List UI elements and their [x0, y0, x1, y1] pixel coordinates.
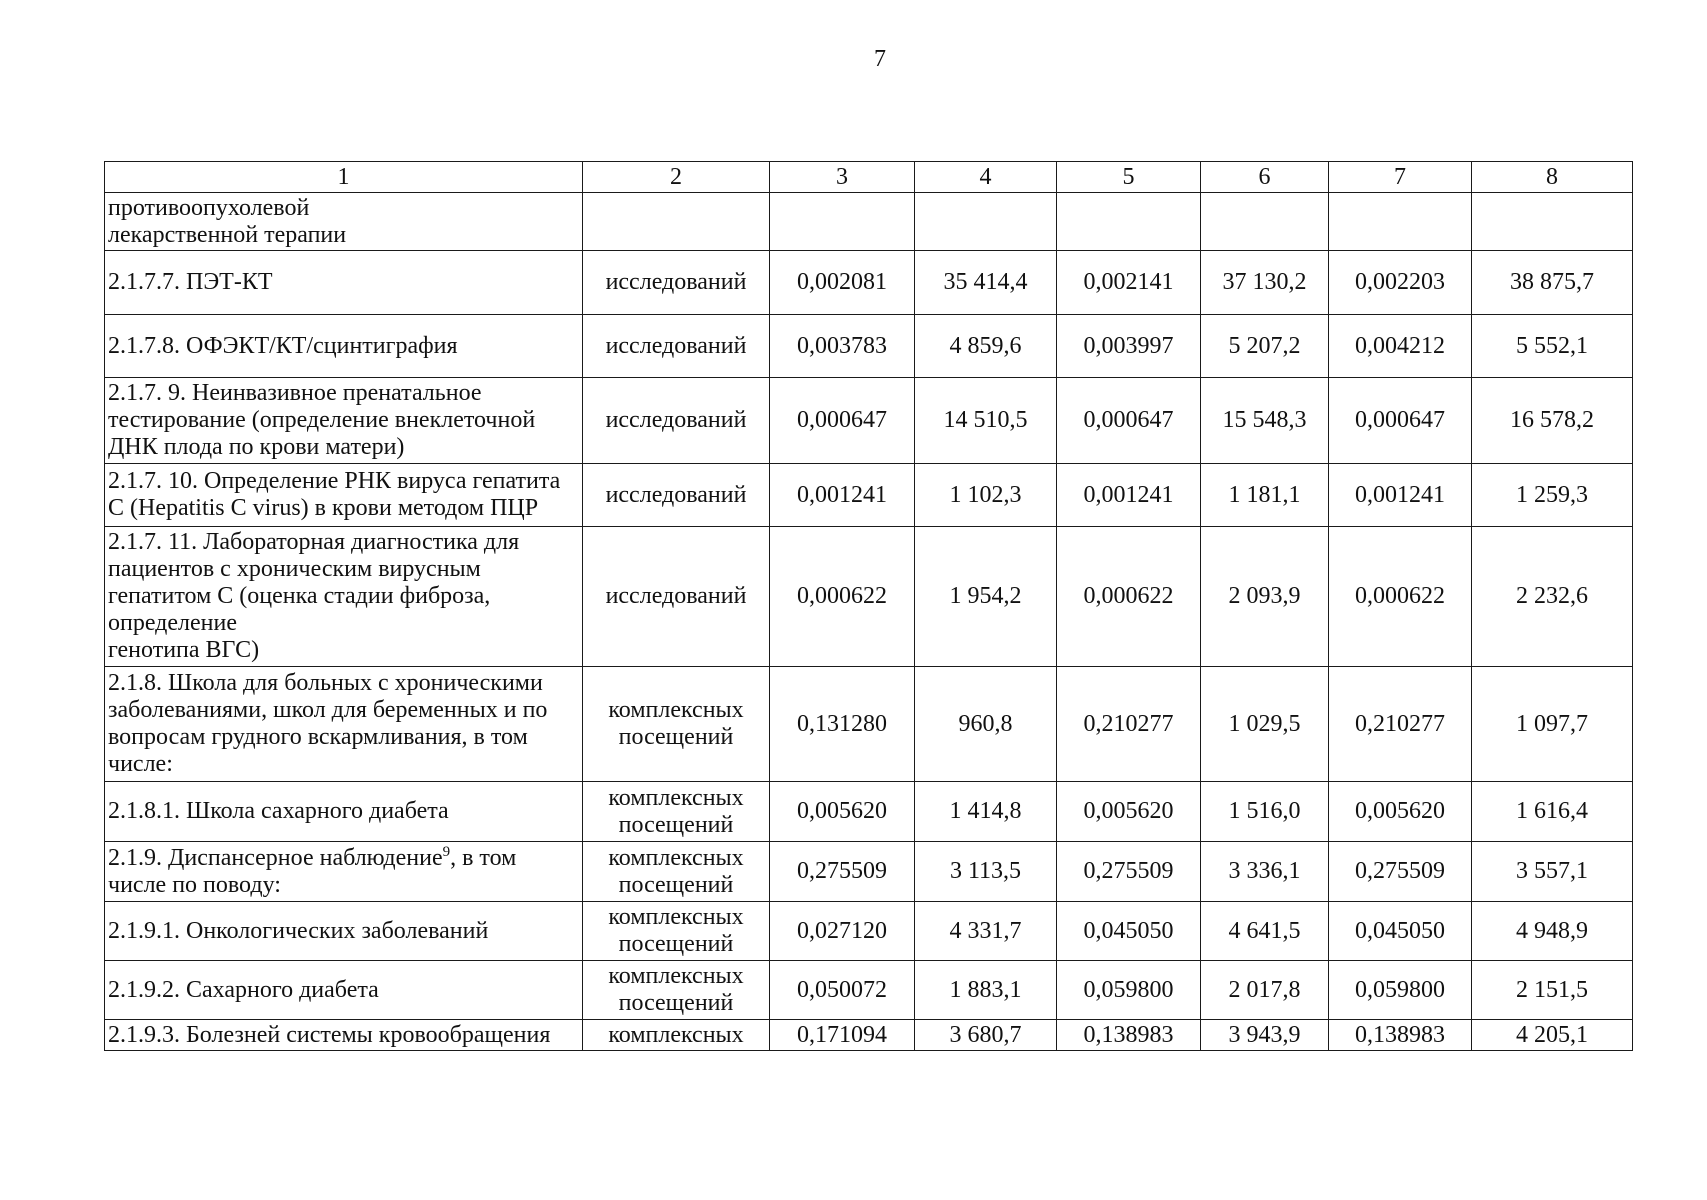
row-name-text: 2.1.9.2. Сахарного диабета: [108, 976, 379, 1003]
value-cell-col4: [915, 193, 1057, 251]
row-name-line: [108, 977, 579, 1004]
value-cell-col5: 0,045050: [1057, 902, 1201, 961]
value-cell-col4: 1 954,2: [915, 527, 1057, 667]
row-name-line: [108, 798, 579, 825]
table-row: [105, 961, 1633, 1020]
row-name-line: [108, 918, 579, 945]
unit-cell: [583, 251, 770, 315]
value-cell-col4: 1 883,1: [915, 961, 1057, 1020]
header-cell: 5: [1057, 162, 1201, 193]
value-cell-col3: 0,000647: [770, 378, 915, 464]
row-name-text: С (Hepatitis C virus) в крови методом ПЦР: [108, 495, 539, 521]
value-cell-col6: 3 336,1: [1201, 842, 1329, 902]
unit-line: посещений: [618, 931, 734, 957]
row-name-text: числе:: [108, 750, 173, 777]
row-name-text: противоопухолевой: [108, 194, 310, 221]
row-name-text: пациентов с хроническим вирусным: [108, 556, 481, 583]
row-name-line: [108, 637, 579, 664]
value-cell-col8: 1 616,4: [1472, 782, 1633, 842]
value-cell-col5: 0,005620: [1057, 782, 1201, 842]
row-name-cell: [105, 667, 583, 782]
unit-line: комплексных: [608, 784, 744, 811]
row-name-line: [108, 872, 579, 899]
row-name-text: 2.1.8.1. Школа сахарного диабета: [108, 798, 449, 825]
unit-cell: [583, 667, 770, 782]
table-row: [105, 315, 1633, 378]
value-cell-col8: 16 578,2: [1472, 378, 1633, 464]
row-name-line: [108, 670, 579, 697]
row-name-cell: [105, 1020, 583, 1051]
value-cell-col6: 1 029,5: [1201, 667, 1329, 782]
value-cell-col7: 0,210277: [1329, 667, 1472, 782]
row-name-cell: [105, 193, 583, 251]
row-name-line: [108, 495, 579, 522]
unit-cell: [583, 315, 770, 378]
unit-line: посещений: [618, 811, 734, 838]
header-cell: 4: [915, 162, 1057, 193]
row-name-cell: [105, 902, 583, 961]
row-name-line: [108, 380, 579, 407]
row-name-line: [108, 195, 579, 222]
value-cell-col5: 0,001241: [1057, 464, 1201, 527]
header-cell: 8: [1472, 162, 1633, 193]
value-cell-col3: 0,005620: [770, 782, 915, 842]
value-cell-col6: [1201, 193, 1329, 251]
header-cell: 7: [1329, 162, 1472, 193]
value-cell-col7: 0,005620: [1329, 782, 1472, 842]
row-name-text: определение: [108, 609, 238, 636]
row-name-text: числе по поводу:: [108, 871, 281, 898]
value-cell-col3: [770, 193, 915, 251]
value-cell-col3: 0,001241: [770, 464, 915, 527]
value-cell-col8: [1472, 193, 1633, 251]
row-name-text: гепатитом С (оценка стадии фиброза,: [108, 583, 491, 610]
value-cell-col4: 1 102,3: [915, 464, 1057, 527]
table-row: [105, 1020, 1633, 1051]
value-cell-col5: [1057, 193, 1201, 251]
value-cell-col6: 37 130,2: [1201, 251, 1329, 315]
row-name-cell: [105, 961, 583, 1020]
value-cell-col7: 0,002203: [1329, 251, 1472, 315]
table-row: [105, 902, 1633, 961]
value-cell-col7: 0,138983: [1329, 1020, 1472, 1051]
table-row: [105, 842, 1633, 902]
row-name-cell: [105, 527, 583, 667]
value-cell-col5: 0,210277: [1057, 667, 1201, 782]
unit-line: исследований: [605, 269, 747, 296]
value-cell-col6: 4 641,5: [1201, 902, 1329, 961]
row-name-text: заболеваниями, школ для беременных и по: [108, 697, 548, 724]
value-cell-col6: 2 093,9: [1201, 527, 1329, 667]
value-cell-col5: 0,000647: [1057, 378, 1201, 464]
value-cell-col5: 0,003997: [1057, 315, 1201, 378]
row-name-text: 2.1.9. Диспансерное наблюдение: [108, 844, 443, 871]
value-cell-col4: 14 510,5: [915, 378, 1057, 464]
row-name-text: вопросам грудного вскармливания, в том: [108, 724, 528, 750]
value-cell-col6: 2 017,8: [1201, 961, 1329, 1020]
row-name-line: [108, 269, 579, 296]
row-name-line: [108, 556, 579, 583]
row-name-line: [108, 583, 579, 610]
page-number: 7: [874, 46, 886, 72]
header-cell: 6: [1201, 162, 1329, 193]
unit-line: комплексных: [608, 904, 744, 931]
data-table: [104, 161, 1633, 1051]
value-cell-col3: 0,000622: [770, 527, 915, 667]
value-cell-col8: 1 259,3: [1472, 464, 1633, 527]
row-name-text: 2.1.7.7. ПЭТ-КТ: [108, 269, 273, 296]
row-name-cell: [105, 464, 583, 527]
value-cell-col8: 5 552,1: [1472, 315, 1633, 378]
value-cell-col3: 0,171094: [770, 1020, 915, 1051]
unit-cell: [583, 961, 770, 1020]
header-cell: 2: [583, 162, 770, 193]
header-cell: 1: [105, 162, 583, 193]
table-row: [105, 464, 1633, 527]
unit-cell: [583, 842, 770, 902]
value-cell-col6: 3 943,9: [1201, 1020, 1329, 1051]
value-cell-col5: 0,059800: [1057, 961, 1201, 1020]
value-cell-col7: 0,045050: [1329, 902, 1472, 961]
row-name-line: [108, 751, 579, 778]
row-name-line: [108, 529, 579, 556]
value-cell-col4: 3 113,5: [915, 842, 1057, 902]
row-name-line: [108, 1022, 579, 1049]
value-cell-col7: 0,001241: [1329, 464, 1472, 527]
table-body: [105, 193, 1633, 1051]
value-cell-col8: 38 875,7: [1472, 251, 1633, 315]
row-name-line: [108, 845, 579, 872]
row-name-text: генотипа ВГС): [108, 636, 260, 663]
table-row: [105, 527, 1633, 667]
unit-line: исследований: [605, 407, 747, 434]
row-name-line: [108, 333, 579, 360]
unit-line: комплексных: [608, 963, 744, 990]
row-name-text: 2.1.8. Школа для больных с хроническими: [108, 670, 543, 697]
footnote-marker: 9: [442, 843, 451, 860]
unit-cell: [583, 902, 770, 961]
unit-line: исследований: [605, 583, 747, 610]
row-name-line: [108, 724, 579, 751]
row-name-line: [108, 610, 579, 637]
value-cell-col3: 0,275509: [770, 842, 915, 902]
row-name-cell: [105, 782, 583, 842]
table-row: [105, 378, 1633, 464]
value-cell-col3: 0,002081: [770, 251, 915, 315]
value-cell-col8: 2 151,5: [1472, 961, 1633, 1020]
value-cell-col6: 1 181,1: [1201, 464, 1329, 527]
value-cell-col6: 15 548,3: [1201, 378, 1329, 464]
row-name-line: [108, 434, 579, 461]
row-name-text: ДНК плода по крови матери): [108, 433, 405, 460]
value-cell-col8: 2 232,6: [1472, 527, 1633, 667]
value-cell-col7: 0,275509: [1329, 842, 1472, 902]
unit-cell: [583, 193, 770, 251]
row-name-line: [108, 222, 579, 249]
row-name-text: 2.1.7. 9. Неинвазивное пренатальное: [108, 380, 482, 407]
value-cell-col4: 960,8: [915, 667, 1057, 782]
value-cell-col3: 0,003783: [770, 315, 915, 378]
unit-line: посещений: [618, 990, 734, 1016]
value-cell-col4: 4 859,6: [915, 315, 1057, 378]
value-cell-col6: 1 516,0: [1201, 782, 1329, 842]
value-cell-col5: 0,002141: [1057, 251, 1201, 315]
table-row: [105, 782, 1633, 842]
row-name-line: [108, 697, 579, 724]
value-cell-col3: 0,050072: [770, 961, 915, 1020]
row-name-text: 2.1.7. 11. Лабораторная диагностика для: [108, 529, 520, 556]
unit-line: комплексных: [608, 1021, 744, 1048]
unit-line: посещений: [618, 724, 734, 750]
value-cell-col7: 0,000647: [1329, 378, 1472, 464]
value-cell-col4: 35 414,4: [915, 251, 1057, 315]
table-row: [105, 667, 1633, 782]
row-name-text: 2.1.9.1. Онкологических заболеваний: [108, 917, 489, 944]
row-name-line: [108, 468, 579, 495]
value-cell-col8: 4 205,1: [1472, 1020, 1633, 1051]
value-cell-col5: 0,138983: [1057, 1020, 1201, 1051]
unit-cell: [583, 527, 770, 667]
header-row: [105, 162, 1633, 193]
unit-cell: [583, 1020, 770, 1051]
value-cell-col8: 4 948,9: [1472, 902, 1633, 961]
row-name-text: 2.1.9.3. Болезней системы кровообращения: [108, 1021, 551, 1048]
table-row: [105, 193, 1633, 251]
row-name-text: лекарственной терапии: [108, 221, 347, 248]
unit-line: исследований: [605, 332, 747, 359]
value-cell-col6: 5 207,2: [1201, 315, 1329, 378]
value-cell-col8: 1 097,7: [1472, 667, 1633, 782]
row-name-cell: [105, 315, 583, 378]
row-name-text: 2.1.7.8. ОФЭКТ/КТ/сцинтиграфия: [108, 332, 458, 359]
value-cell-col7: 0,059800: [1329, 961, 1472, 1020]
row-name-cell: [105, 251, 583, 315]
value-cell-col3: 0,027120: [770, 902, 915, 961]
value-cell-col7: 0,004212: [1329, 315, 1472, 378]
value-cell-col5: 0,275509: [1057, 842, 1201, 902]
value-cell-col8: 3 557,1: [1472, 842, 1633, 902]
row-name-cell: [105, 842, 583, 902]
unit-line: исследований: [605, 481, 747, 508]
unit-line: посещений: [618, 871, 734, 898]
value-cell-col7: [1329, 193, 1472, 251]
unit-line: комплексных: [608, 697, 744, 724]
unit-cell: [583, 378, 770, 464]
row-name-text: тестирование (определение внеклеточной: [108, 407, 536, 434]
row-name-cell: [105, 378, 583, 464]
unit-line: комплексных: [608, 844, 744, 871]
table-row: [105, 251, 1633, 315]
value-cell-col4: 3 680,7: [915, 1020, 1057, 1051]
row-name-line: [108, 407, 579, 434]
value-cell-col5: 0,000622: [1057, 527, 1201, 667]
value-cell-col4: 4 331,7: [915, 902, 1057, 961]
value-cell-col7: 0,000622: [1329, 527, 1472, 667]
unit-cell: [583, 782, 770, 842]
row-name-text: 2.1.7. 10. Определение РНК вируса гепатита: [108, 468, 561, 495]
value-cell-col4: 1 414,8: [915, 782, 1057, 842]
unit-cell: [583, 464, 770, 527]
row-name-text: , в том: [450, 844, 517, 871]
value-cell-col3: 0,131280: [770, 667, 915, 782]
header-cell: 3: [770, 162, 915, 193]
